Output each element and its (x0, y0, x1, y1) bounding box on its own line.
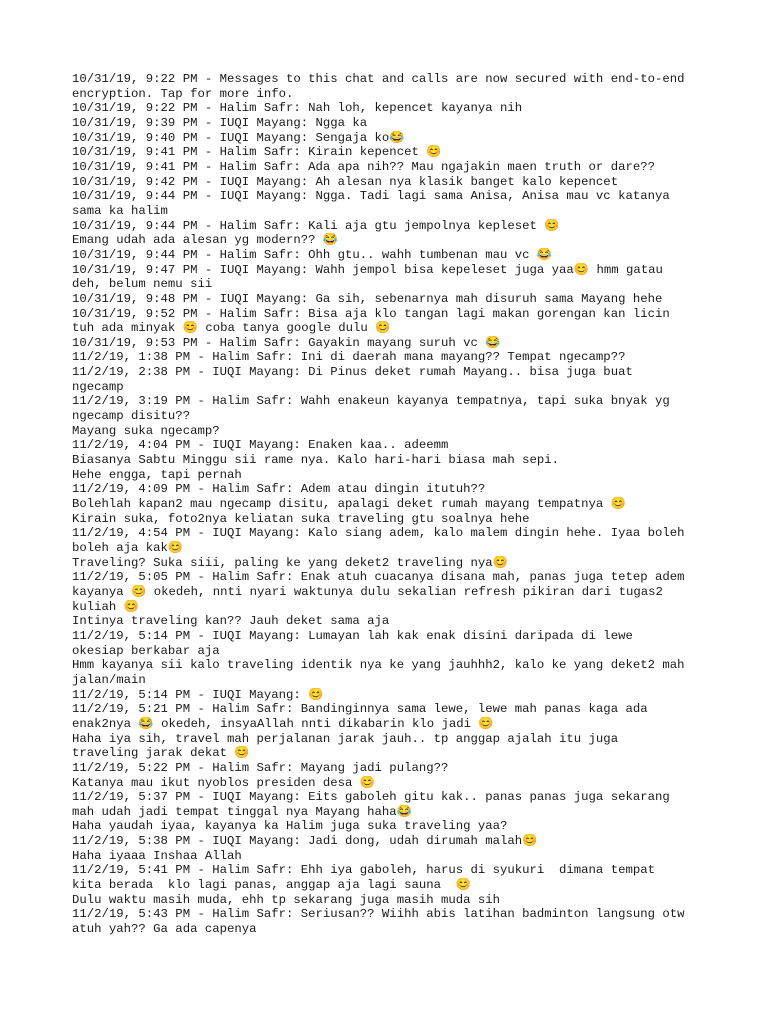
chat-line: Bolehlah kapan2 mau ngecamp disitu, apalagi deket rumah mayang tempatnya 😊 (72, 497, 627, 512)
chat-line: jalan/main (72, 672, 146, 687)
chat-log (72, 72, 704, 937)
chat-line: Kirain suka, foto2nya keliatan suka traveling gtu soalnya hehe (72, 511, 530, 526)
chat-line: okesiap berkabar aja (72, 643, 220, 658)
chat-line: 11/2/19, 4:04 PM - IUQI Mayang: Enaken kaa.. adeemm (72, 438, 449, 453)
chat-line: kuliah 😊 (72, 599, 139, 614)
chat-line: 10/31/19, 9:53 PM - Halim Safr: Gayakin mayang suruh vc 😂 (72, 335, 501, 350)
chat-line: 10/31/19, 9:40 PM - IUQI Mayang: Sengaja ko😂 (72, 130, 405, 145)
chat-line: ngecamp disitu?? (72, 409, 191, 424)
chat-line: 10/31/19, 9:48 PM - IUQI Mayang: Ga sih, sebenarnya mah disuruh sama Mayang hehe (72, 291, 663, 306)
chat-line: 11/2/19, 4:54 PM - IUQI Mayang: Kalo siang adem, kalo malem dingin hehe. Iyaa boleh (72, 526, 685, 541)
chat-line: 11/2/19, 5:22 PM - Halim Safr: Mayang jadi pulang?? (72, 760, 449, 775)
chat-line: enak2nya 😂 okedeh, insyaAllah nnti dikabarin klo jadi 😊 (72, 716, 494, 731)
chat-line: Haha iyaaa Inshaa Allah (72, 848, 242, 863)
chat-line: boleh aja kak😊 (72, 541, 184, 555)
chat-line: 11/2/19, 5:43 PM - Halim Safr: Seriusan?? Wiihh abis latihan badminton langsung otw (72, 907, 685, 922)
chat-line: 11/2/19, 5:37 PM - IUQI Mayang: Eits gaboleh gitu kak.. panas panas juga sekarang (72, 790, 670, 805)
chat-line: 11/2/19, 5:14 PM - IUQI Mayang: Lumayan lah kak enak disini daripada di lewe (72, 628, 633, 643)
chat-line: Hmm kayanya sii kalo traveling identik nya ke yang jauhhh2, kalo ke yang deket2 mah (72, 658, 685, 673)
chat-line: Traveling? Suka siii, paling ke yang deket2 traveling nya😊 (72, 555, 508, 570)
chat-line: Intinya traveling kan?? Jauh deket sama aja (72, 614, 390, 629)
chat-line: Biasanya Sabtu Minggu sii rame nya. Kalo hari-hari biasa mah sepi. (72, 453, 560, 468)
chat-line: 10/31/19, 9:44 PM - Halim Safr: Ohh gtu.. wahh tumbenan mau vc 😂 (72, 247, 553, 262)
chat-line: 11/2/19, 5:21 PM - Halim Safr: Bandinginnya sama lewe, lewe mah panas kaga ada (72, 702, 648, 717)
chat-line: 10/31/19, 9:47 PM - IUQI Mayang: Wahh jempol bisa kepeleset juga yaa😊 hmm gatau (72, 262, 663, 277)
chat-line: Mayang suka ngecamp? (72, 423, 220, 438)
chat-line: Hehe engga, tapi pernah (72, 467, 242, 482)
chat-line: 10/31/19, 9:22 PM - Messages to this chat and calls are now secured with end-to-end (72, 72, 685, 86)
chat-line: kita berada klo lagi panas, anggap aja lagi sauna 😊 (72, 878, 472, 893)
chat-line: 10/31/19, 9:39 PM - IUQI Mayang: Ngga ka (72, 115, 368, 130)
chat-line: Emang udah ada alesan yg modern?? 😂 (72, 233, 339, 248)
chat-line: 11/2/19, 5:41 PM - Halim Safr: Ehh iya gaboleh, harus di syukuri dimana tempat (72, 863, 655, 878)
chat-line: encryption. Tap for more info. (72, 86, 294, 101)
chat-line: 11/2/19, 3:19 PM - Halim Safr: Wahh enakeun kayanya tempatnya, tapi suka bnyak yg (72, 394, 670, 409)
chat-line: 10/31/19, 9:41 PM - Halim Safr: Ada apa nih?? Mau ngajakin maen truth or dare?? (72, 159, 655, 174)
chat-line: tuh ada minyak 😊 coba tanya google dulu 😊 (72, 321, 391, 336)
chat-line: 11/2/19, 4:09 PM - Halim Safr: Adem atau dingin itutuh?? (72, 482, 486, 497)
chat-line: Katanya mau ikut nyoblos presiden desa 😊 (72, 775, 376, 790)
chat-line: kayanya 😊 okedeh, nnti nyari waktunya dulu sekalian refresh pikiran dari tugas2 (72, 584, 663, 599)
chat-line: 10/31/19, 9:44 PM - Halim Safr: Kali aja gtu jempolnya kepleset 😊 (72, 218, 560, 233)
chat-line: 10/31/19, 9:42 PM - IUQI Mayang: Ah alesan nya klasik banget kalo kepencet (72, 174, 619, 189)
chat-line: sama ka halim (72, 203, 168, 218)
chat-line: Dulu waktu masih muda, ehh tp sekarang juga masih muda sih (72, 892, 501, 907)
chat-line: Haha yaudah iyaa, kayanya ka Halim juga suka traveling yaa? (72, 819, 508, 834)
chat-line: ngecamp (72, 379, 124, 394)
chat-line: Haha iya sih, travel mah perjalanan jarak jauh.. tp anggap ajalah itu juga (72, 731, 619, 746)
chat-line: mah udah jadi tempat tinggal nya Mayang haha😂 (72, 804, 413, 819)
chat-line: 11/2/19, 2:38 PM - IUQI Mayang: Di Pinus deket rumah Mayang.. bisa juga buat (72, 365, 633, 380)
chat-line: 11/2/19, 5:05 PM - Halim Safr: Enak atuh cuacanya disana mah, panas juga tetep adem (72, 570, 685, 585)
chat-line: 10/31/19, 9:41 PM - Halim Safr: Kirain kepencet 😊 (72, 145, 442, 160)
chat-line: 11/2/19, 5:38 PM - IUQI Mayang: Jadi dong, udah dirumah malah😊 (72, 834, 538, 849)
chat-line: deh, belum nemu sii (72, 277, 213, 292)
chat-line: 11/2/19, 5:14 PM - IUQI Mayang: 😊 (72, 687, 324, 702)
chat-line: atuh yah?? Ga ada capenya (72, 922, 257, 937)
chat-line: 11/2/19, 1:38 PM - Halim Safr: Ini di daerah mana mayang?? Tempat ngecamp?? (72, 350, 626, 365)
chat-line: 10/31/19, 9:44 PM - IUQI Mayang: Ngga. Tadi lagi sama Anisa, Anisa mau vc katanya (72, 189, 670, 204)
chat-line: 10/31/19, 9:52 PM - Halim Safr: Bisa aja klo tangan lagi makan gorengan kan licin (72, 306, 670, 321)
chat-line: traveling jarak dekat 😊 (72, 746, 250, 761)
chat-line: 10/31/19, 9:22 PM - Halim Safr: Nah loh, kepencet kayanya nih (72, 101, 523, 116)
